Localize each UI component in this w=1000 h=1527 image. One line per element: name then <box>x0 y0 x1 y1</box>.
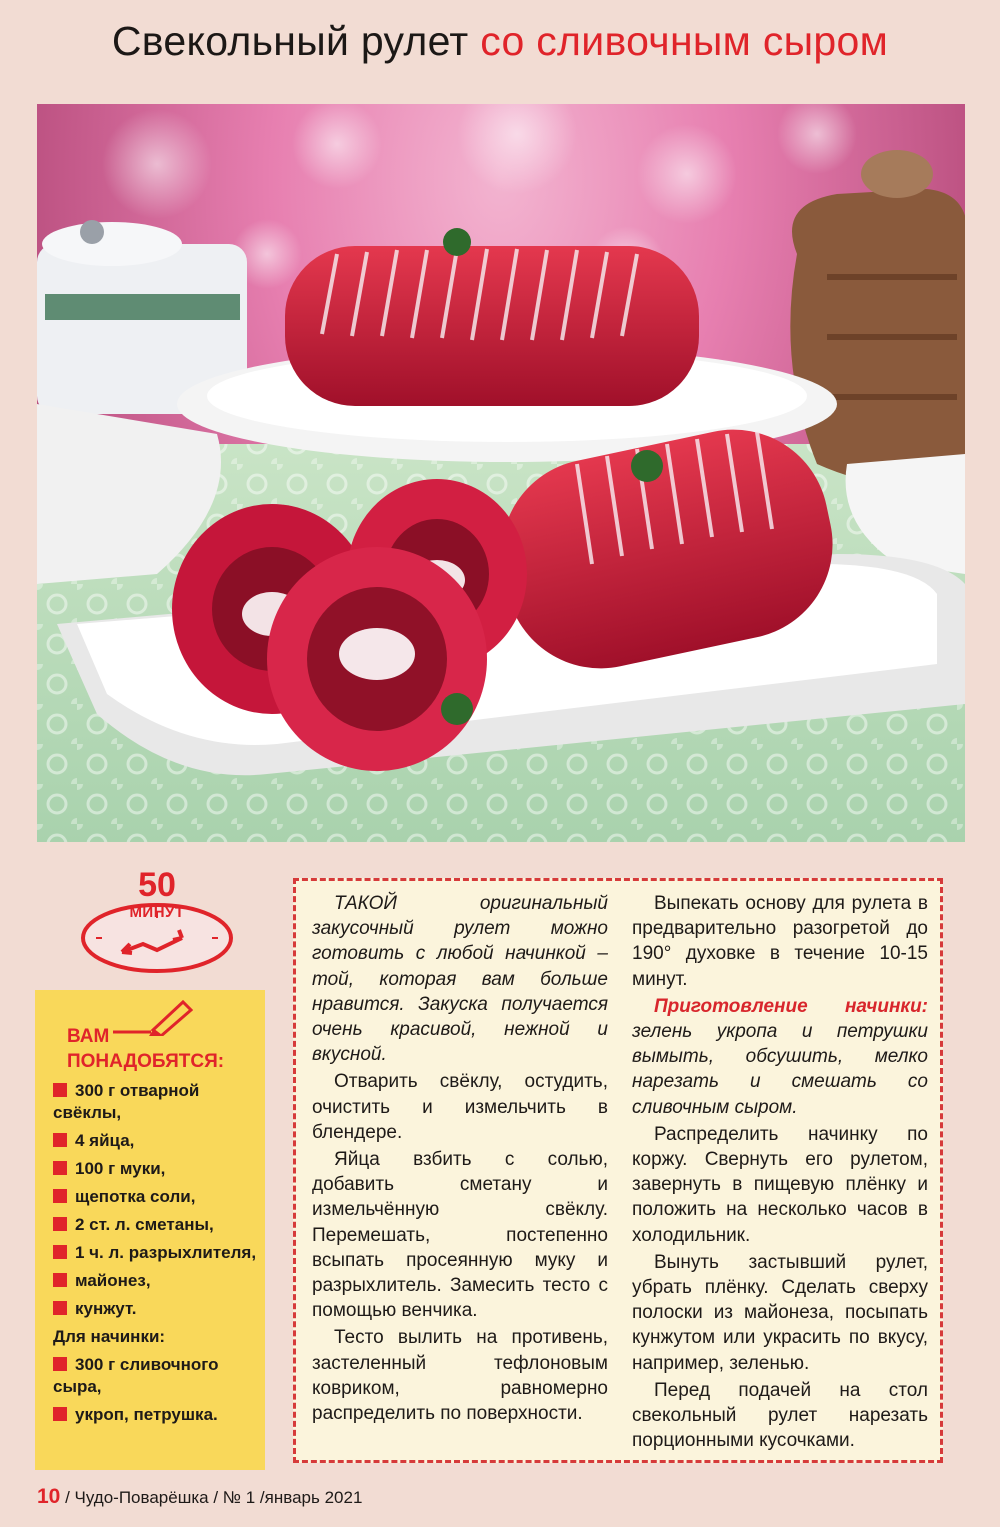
ingredient-item: 100 г муки, <box>53 1158 263 1180</box>
page-number: 10 <box>37 1485 61 1508</box>
bullet-icon <box>53 1273 67 1287</box>
recipe-box <box>293 878 943 1463</box>
recipe-step: Яйца взбить с солью, добавить сметану и измельчённую свёклу. Перемешать, постепенно всыпать просеянную муку и разрыхлитель. Замесить тесто с помощью венчика. <box>312 1149 608 1322</box>
filling-subheading: Приготовление начинки: <box>654 995 928 1017</box>
ingredient-item: 4 яйца, <box>53 1130 263 1152</box>
ingredient-item: 300 г отварной свёклы, <box>53 1081 200 1122</box>
ingredient-item: щепотка соли, <box>53 1186 263 1208</box>
bullet-icon <box>53 1083 67 1097</box>
bullet-icon <box>53 1301 67 1315</box>
time-value: 50 <box>138 866 176 904</box>
recipe-intro: ТАКОЙ оригинальный закусочный рулет можно готовить с любой начинкой – той, которая вам больше нравится. Закуска получается очень красивой, нежной и вкусной. <box>312 893 608 1066</box>
bullet-icon <box>53 1357 67 1371</box>
magazine-info: / Чудо-Поварёшка / № 1 /январь 2021 <box>65 1488 363 1507</box>
bullet-icon <box>53 1407 67 1421</box>
title-main: Свекольный рулет <box>111 18 469 64</box>
recipe-column-2 <box>632 891 928 1455</box>
ingredient-item: 300 г сливочного сыра, <box>53 1355 219 1396</box>
ingredients-heading-line1: ВАМ <box>67 1026 110 1047</box>
page-footer <box>37 1485 362 1509</box>
page-title <box>0 18 1000 65</box>
cooking-time <box>78 866 236 976</box>
ingredient-item: 2 ст. л. сметаны, <box>53 1214 263 1236</box>
bullet-icon <box>53 1217 67 1231</box>
recipe-step: Выпекать основу для рулета в предварительно разогретой до 190° духовке в течение 10-15 минут. <box>632 893 928 990</box>
recipe-column-1 <box>312 891 608 1428</box>
bullet-icon <box>53 1245 67 1259</box>
title-accent: со сливочным сыром <box>480 18 889 64</box>
ingredients-heading <box>67 1024 257 1074</box>
recipe-step: Вынуть застывший рулет, убрать плёнку. Сделать сверху полоски из майонеза, посыпать кунжутом или украсить по вкусу, например, зеленью. <box>632 1251 928 1374</box>
filling-text: зелень укропа и петрушки вымыть, обсушить, мелко нарезать и смешать со сливочным сыром. <box>632 1021 928 1118</box>
ingredients-heading-line2: ПОНАДОБЯТСЯ: <box>67 1051 225 1072</box>
bullet-icon <box>53 1189 67 1203</box>
recipe-step: Перед подачей на стол свекольный рулет нарезать порционными кусочками. <box>632 1379 928 1452</box>
ingredients-box <box>35 990 265 1470</box>
ingredient-item: 1 ч. л. разрыхлителя, <box>53 1242 263 1264</box>
ingredient-item: майонез, <box>53 1270 263 1292</box>
time-unit: МИНУТ <box>129 904 185 921</box>
ingredient-item: укроп, петрушка. <box>53 1404 263 1426</box>
ingredient-item: кунжут. <box>53 1298 263 1320</box>
recipe-step: Отварить свёклу, остудить, очистить и измельчить в блендере. <box>312 1071 608 1143</box>
recipe-step: Тесто вылить на противень, застеленный тефлоновым ковриком, равномерно распределить по поверхности. <box>312 1327 608 1425</box>
bullet-icon <box>53 1133 67 1147</box>
recipe-step: Распределить начинку по коржу. Свернуть его рулетом, завернуть в пищевую плёнку и положить на несколько часов в холодильник. <box>632 1123 928 1246</box>
filling-step <box>632 994 928 1120</box>
food-photo <box>37 104 965 842</box>
bullet-icon <box>53 1161 67 1175</box>
ingredients-list <box>53 1080 263 1432</box>
filling-heading: Для начинки: <box>53 1327 166 1346</box>
